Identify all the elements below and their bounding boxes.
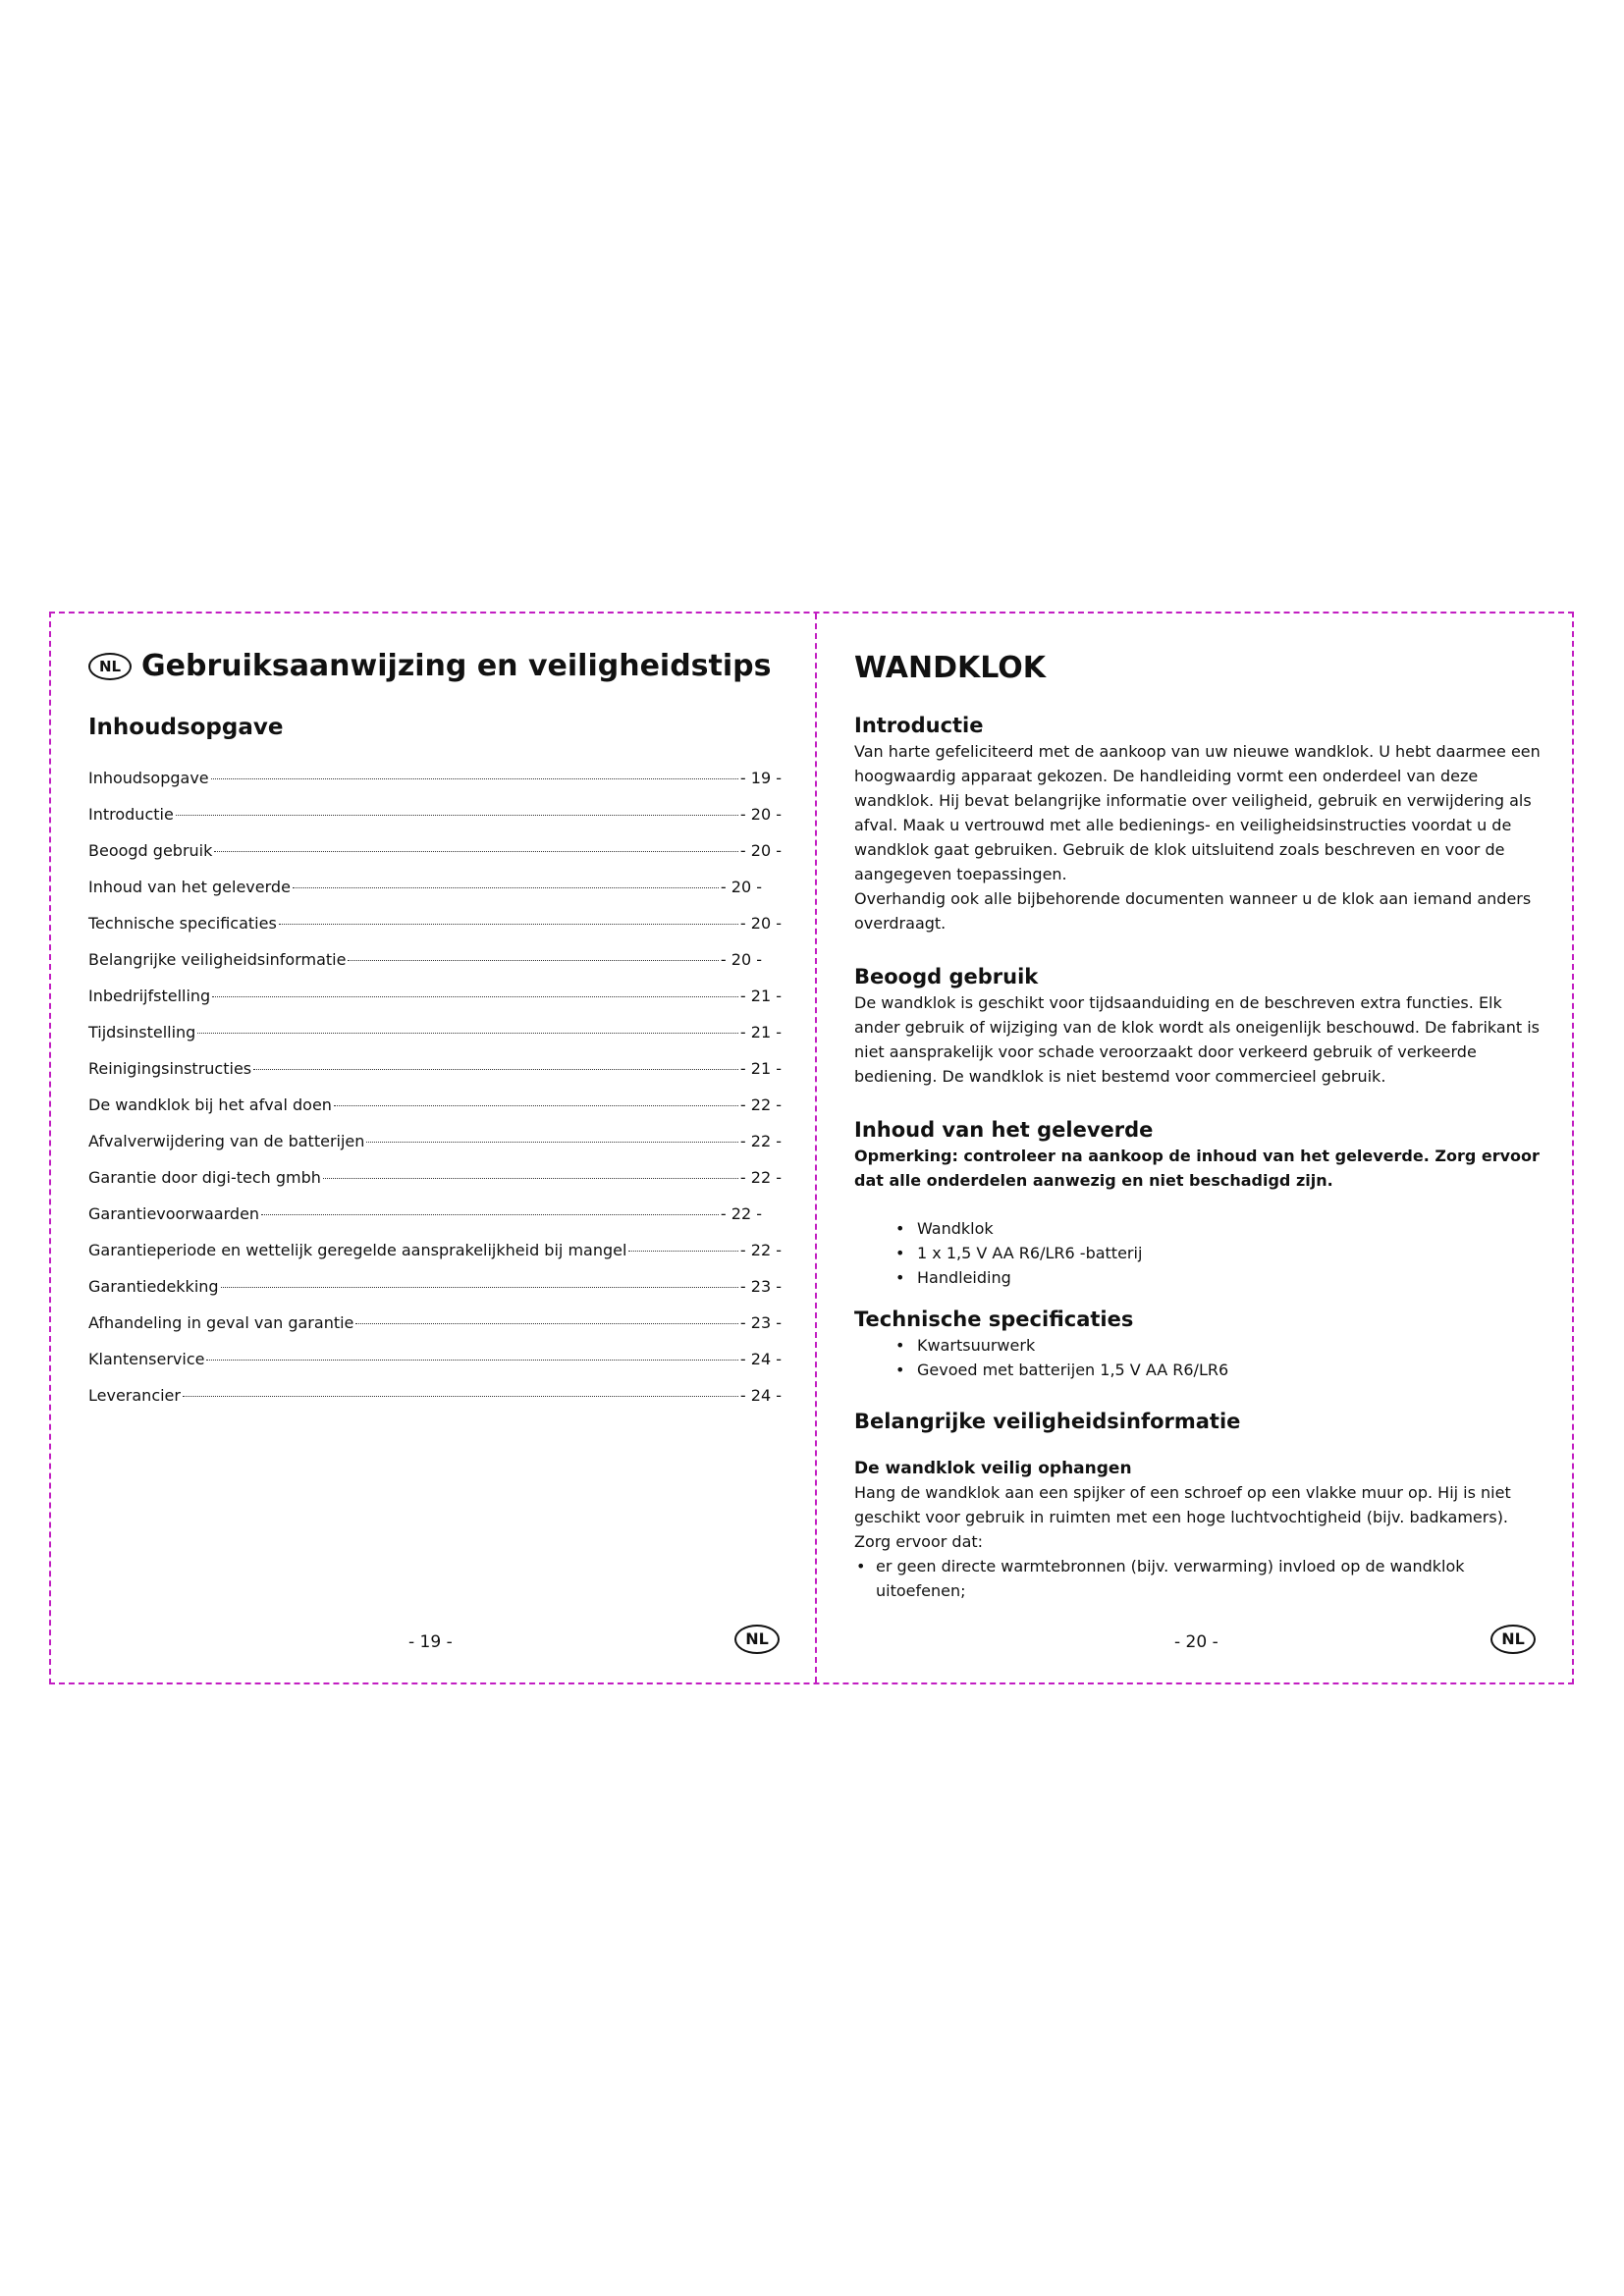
toc-leader-dots [214,851,738,852]
toc-leader-dots [261,1214,719,1215]
toc-entry-page: - 20 - [720,878,762,896]
hang-item: • er geen directe warmtebronnen (bijv. verwarming) invloed op de wandklok uitoefenen; [854,1554,1542,1603]
page-number: - 20 - [1174,1632,1218,1652]
toc-entry-label: Garantievoorwaarden [88,1204,260,1223]
toc-entry-page: - 20 - [739,805,782,824]
safety-heading: Belangrijke veiligheidsinformatie [854,1410,1241,1433]
toc-entry-label: Afvalverwijdering van de batterijen [88,1132,365,1150]
toc-entry-label: Introductie [88,805,174,824]
toc-entry [88,1168,782,1204]
toc-entry-label: Garantiedekking [88,1277,219,1296]
toc-entry [88,987,782,1023]
specs-heading: Technische specificaties [854,1308,1134,1331]
toc-leader-dots [293,887,719,888]
toc-entry [88,878,762,914]
intro-heading: Introductie [854,714,984,737]
toc-entry-page: - 22 - [720,1204,762,1223]
toc-heading: Inhoudsopgave [88,715,284,740]
intro-text-2: Overhandig ook alle bijbehorende documenten wanneer u de klok aan iemand anders overdraagt. [854,889,1532,933]
toc-entry-label: Garantieperiode en wettelijk geregelde aansprakelijkheid bij mangel [88,1241,627,1259]
toc-entry [88,1095,782,1132]
toc-entry-page: - 20 - [739,914,782,933]
toc-entry-page: - 24 - [739,1350,782,1368]
toc-entry-page: - 21 - [739,1059,782,1078]
manual-spread [49,612,1574,1684]
toc-entry [88,914,782,950]
specs-list [854,1333,1542,1382]
toc-entry [88,1241,782,1277]
toc-entry [88,1277,782,1313]
toc-entry [88,769,782,805]
hang-heading: De wandklok veilig ophangen [854,1459,1132,1478]
toc-leader-dots [211,778,738,779]
toc-leader-dots [253,1069,738,1070]
toc-leader-dots [366,1142,738,1143]
use-heading: Beoogd gebruik [854,965,1039,988]
toc-leader-dots [348,960,718,961]
toc-leader-dots [628,1251,738,1252]
toc-entry-page: - 20 - [739,841,782,860]
nl-footer-badge: NL [1490,1625,1536,1654]
toc-entry [88,1204,762,1241]
contents-item: • Handleiding [895,1265,1542,1290]
spec-item: • Gevoed met batterijen 1,5 V AA R6/LR6 [895,1358,1542,1382]
toc-entry-label: Inhoud van het geleverde [88,878,291,896]
toc-entry-label: Reinigingsinstructies [88,1059,252,1078]
toc-entry-label: Afhandeling in geval van garantie [88,1313,354,1332]
toc-entry-page: - 22 - [739,1132,782,1150]
toc-entry [88,1313,782,1350]
toc-entry-label: Inhoudsopgave [88,769,209,787]
toc-leader-dots [197,1033,738,1034]
toc-entry-label: Beoogd gebruik [88,841,213,860]
contents-note: Opmerking: controleer na aankoop de inhoud van het geleverde. Zorg ervoor dat alle onderdelen aanwezig en niet beschadigd zijn. [854,1147,1540,1190]
nl-footer-badge: NL [734,1625,780,1654]
hang-text: Hang de wandklok aan een spijker of een schroef op een vlakke muur op. Hij is niet geschikt voor gebruik in ruimten met een hoge luchtvochtigheid (bijv. badkamers). Zorg ervoor dat: [854,1483,1511,1551]
toc-entry [88,841,782,878]
toc-entry-label: Technische specificaties [88,914,277,933]
toc-entry [88,1386,782,1422]
toc-entry-page: - 23 - [739,1277,782,1296]
product-title: WANDKLOK [854,651,1047,685]
page-number: - 19 - [408,1632,453,1652]
toc-entry-label: Garantie door digi-tech gmbh [88,1168,321,1187]
toc-entry-page: - 19 - [739,769,782,787]
toc-entry-page: - 22 - [739,1241,782,1259]
toc-leader-dots [183,1396,738,1397]
page-20-content [854,649,1542,1603]
toc-entry [88,950,762,987]
toc-entry-label: Tijdsinstelling [88,1023,196,1041]
toc-entry-page: - 21 - [739,987,782,1005]
title-row [88,649,771,683]
contents-item: • 1 x 1,5 V AA R6/LR6 -batterij [895,1241,1542,1265]
toc-leader-dots [212,996,738,997]
toc-entry-page: - 22 - [739,1095,782,1114]
page-title: Gebruiksaanwijzing en veiligheidstips [141,649,772,683]
toc-entry [88,1023,782,1059]
contents-heading: Inhoud van het geleverde [854,1118,1154,1142]
toc-leader-dots [206,1360,737,1361]
toc-leader-dots [279,924,738,925]
toc-entry [88,1132,782,1168]
toc-leader-dots [221,1287,738,1288]
contents-item: • Wandklok [895,1216,1542,1241]
toc-entry-page: - 22 - [739,1168,782,1187]
contents-list [854,1216,1542,1290]
hang-list [854,1554,1542,1603]
toc-entry-page: - 20 - [720,950,762,969]
page-19 [51,614,815,1682]
toc-entry-page: - 21 - [739,1023,782,1041]
toc-entry-page: - 24 - [739,1386,782,1405]
toc-leader-dots [323,1178,738,1179]
toc-leader-dots [355,1323,738,1324]
toc-leader-dots [176,815,738,816]
toc-entry-page: - 23 - [739,1313,782,1332]
toc-entry-label: Klantenservice [88,1350,205,1368]
toc-entry [88,1059,782,1095]
use-text: De wandklok is geschikt voor tijdsaanduiding en de beschreven extra functies. Elk ander gebruik of wijziging van de klok wordt als oneigenlijk beschouwd. De fabrikant is niet aansprakelijk voor schade veroorzaakt door verkeerd gebruik of verkeerde bediening. De wandklok is niet bestemd voor commercieel gebruik. [854,993,1540,1086]
toc-entry [88,805,782,841]
spec-item: • Kwartsuurwerk [895,1333,1542,1358]
table-of-contents [88,769,782,1422]
toc-entry-label: Inbedrijfstelling [88,987,211,1005]
toc-entry-label: Belangrijke veiligheidsinformatie [88,950,347,969]
intro-text: Van harte gefeliciteerd met de aankoop van uw nieuwe wandklok. U hebt daarmee een hoogwaardig apparaat gekozen. De handleiding vormt een onderdeel van deze wandklok. Hij bevat belangrijke informatie over veiligheid, gebruik en verwijdering als afval. Maak u vertrouwd met alle bedienings- en veiligheidsinstructies voordat u de wandklok gaat gebruiken. Gebruik de klok uitsluitend zoals beschreven en voor de aangegeven toepassingen. [854,742,1541,883]
page-20 [817,614,1574,1682]
toc-entry-label: De wandklok bij het afval doen [88,1095,332,1114]
toc-entry [88,1350,782,1386]
toc-leader-dots [334,1105,738,1106]
nl-language-badge: NL [88,653,132,680]
toc-entry-label: Leverancier [88,1386,181,1405]
